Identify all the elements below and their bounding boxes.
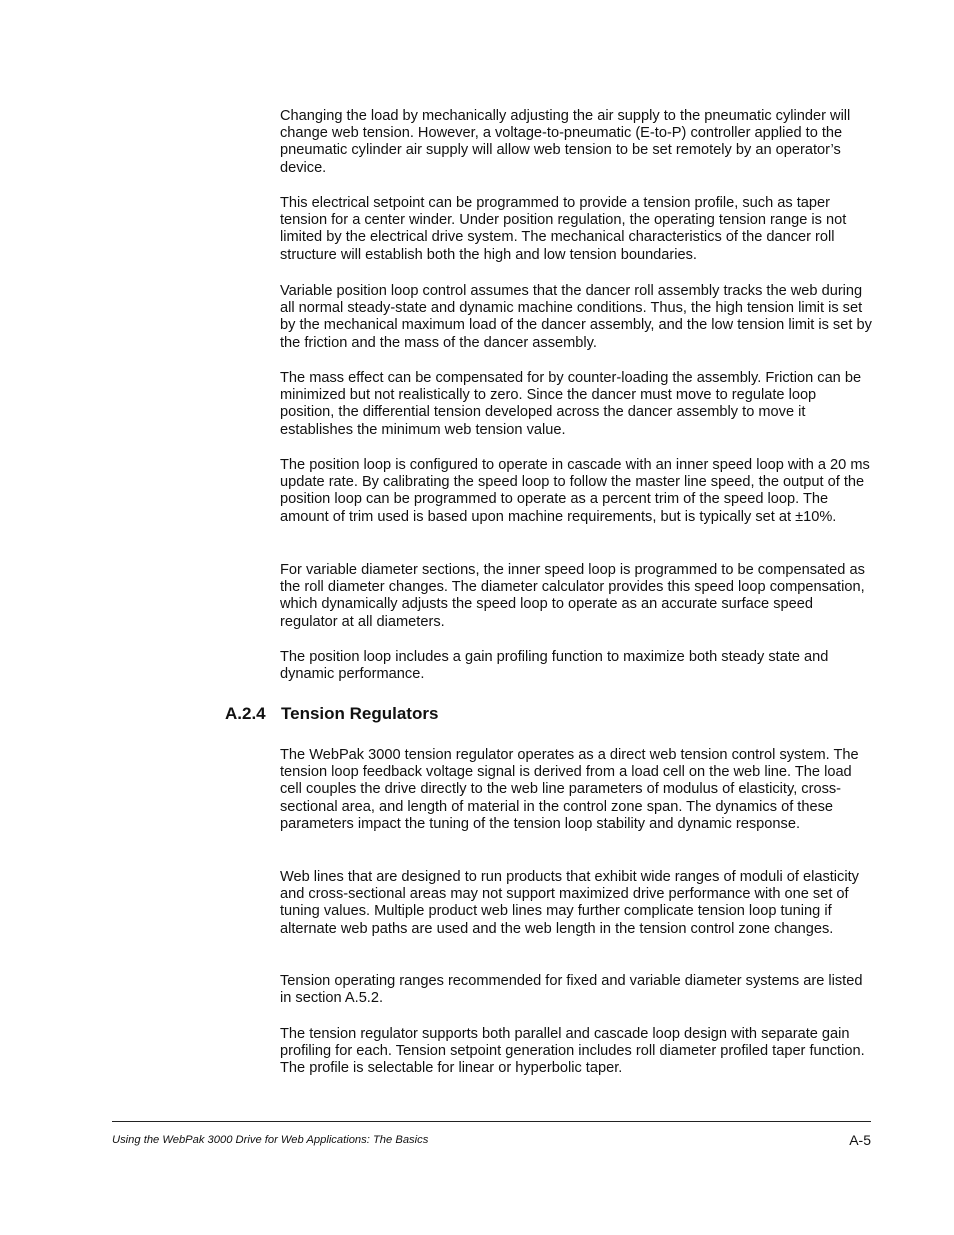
paragraph-electrical-setpoint: This electrical setpoint can be programmed to provide a tension profile, such as taper tension for a center winder. Under position regulation, the operating tension range is not limited by the electrical drive system. The mechanical characteristics of the dancer roll structure will establish both the high and low tension boundaries. <box>280 195 847 263</box>
footer-divider <box>112 1121 871 1122</box>
footer-page-number: A-5 <box>849 1132 871 1148</box>
paragraph-tension-regulator-overview: The WebPak 3000 tension regulator operates as a direct web tension control system. The tension loop feedback voltage signal is derived from a load cell on the web line. The load cell couples the drive directly to the web line parameters of modulus of elasticity, cross-sectional area, and length of material in the control zone span. The dynamics of these parameters impact the tuning of the tension loop stability and dynamic response. <box>280 747 859 832</box>
paragraph-variable-position-loop: Variable position loop control assumes that the dancer roll assembly tracks the web during all normal steady-state and dynamic machine conditions. Thus, the high tension limit is set by the mechanical maximum load of the dancer assembly, and the low tension limit is set by the friction and the mass of the dancer assembly. <box>280 283 872 351</box>
paragraph-variable-diameter: For variable diameter sections, the inner speed loop is programmed to be compensated as the roll diameter changes. The diameter calculator provides this speed loop compensation, which dynamically adjusts the speed loop to operate as an accurate surface speed regulator at all diameters. <box>280 562 865 630</box>
paragraph-gain-profiling: The position loop includes a gain profiling function to maximize both steady state and dynamic performance. <box>280 649 829 683</box>
section-title: Tension Regulators <box>281 704 439 723</box>
section-number: A.2.4 <box>225 704 266 723</box>
paragraph-mass-effect: The mass effect can be compensated for by counter-loading the assembly. Friction can be minimized but not realistically to zero. Since the dancer must move to regulate loop position, the differential tension developed across the dancer assembly to move it establishes the minimum web tension value. <box>280 370 862 438</box>
paragraph-loop-design: The tension regulator supports both parallel and cascade loop design with separate gain profiling for each. Tension setpoint generation includes roll diameter profiled taper function. The profile is selectable for linear or hyperbolic taper. <box>280 1026 865 1077</box>
section-heading <box>225 704 438 724</box>
paragraph-load-adjustment: Changing the load by mechanically adjusting the air supply to the pneumatic cylinder will change web tension. However, a voltage-to-pneumatic (E-to-P) controller applied to the pneumatic cylinder air supply will allow web tension to be set remotely by an operator’s device. <box>280 108 851 176</box>
paragraph-position-loop-cascade: The position loop is configured to operate in cascade with an inner speed loop with a 20 ms update rate. By calibrating the speed loop to follow the master line speed, the output of the position loop can be programmed to operate as a percent trim of the speed loop. The amount of trim used is based upon machine requirements, but is typically set at ±10%. <box>280 457 870 525</box>
paragraph-operating-ranges: Tension operating ranges recommended for fixed and variable diameter systems are listed in section A.5.2. <box>280 973 863 1007</box>
paragraph-web-lines: Web lines that are designed to run products that exhibit wide ranges of moduli of elasticity and cross-sectional areas may not support maximized drive performance with one set of tuning values. Multiple product web lines may further complicate tension loop tuning if alternate web paths are used and the web length in the tension control zone changes. <box>280 869 859 937</box>
footer-document-title: Using the WebPak 3000 Drive for Web Applications: The Basics <box>112 1134 429 1146</box>
